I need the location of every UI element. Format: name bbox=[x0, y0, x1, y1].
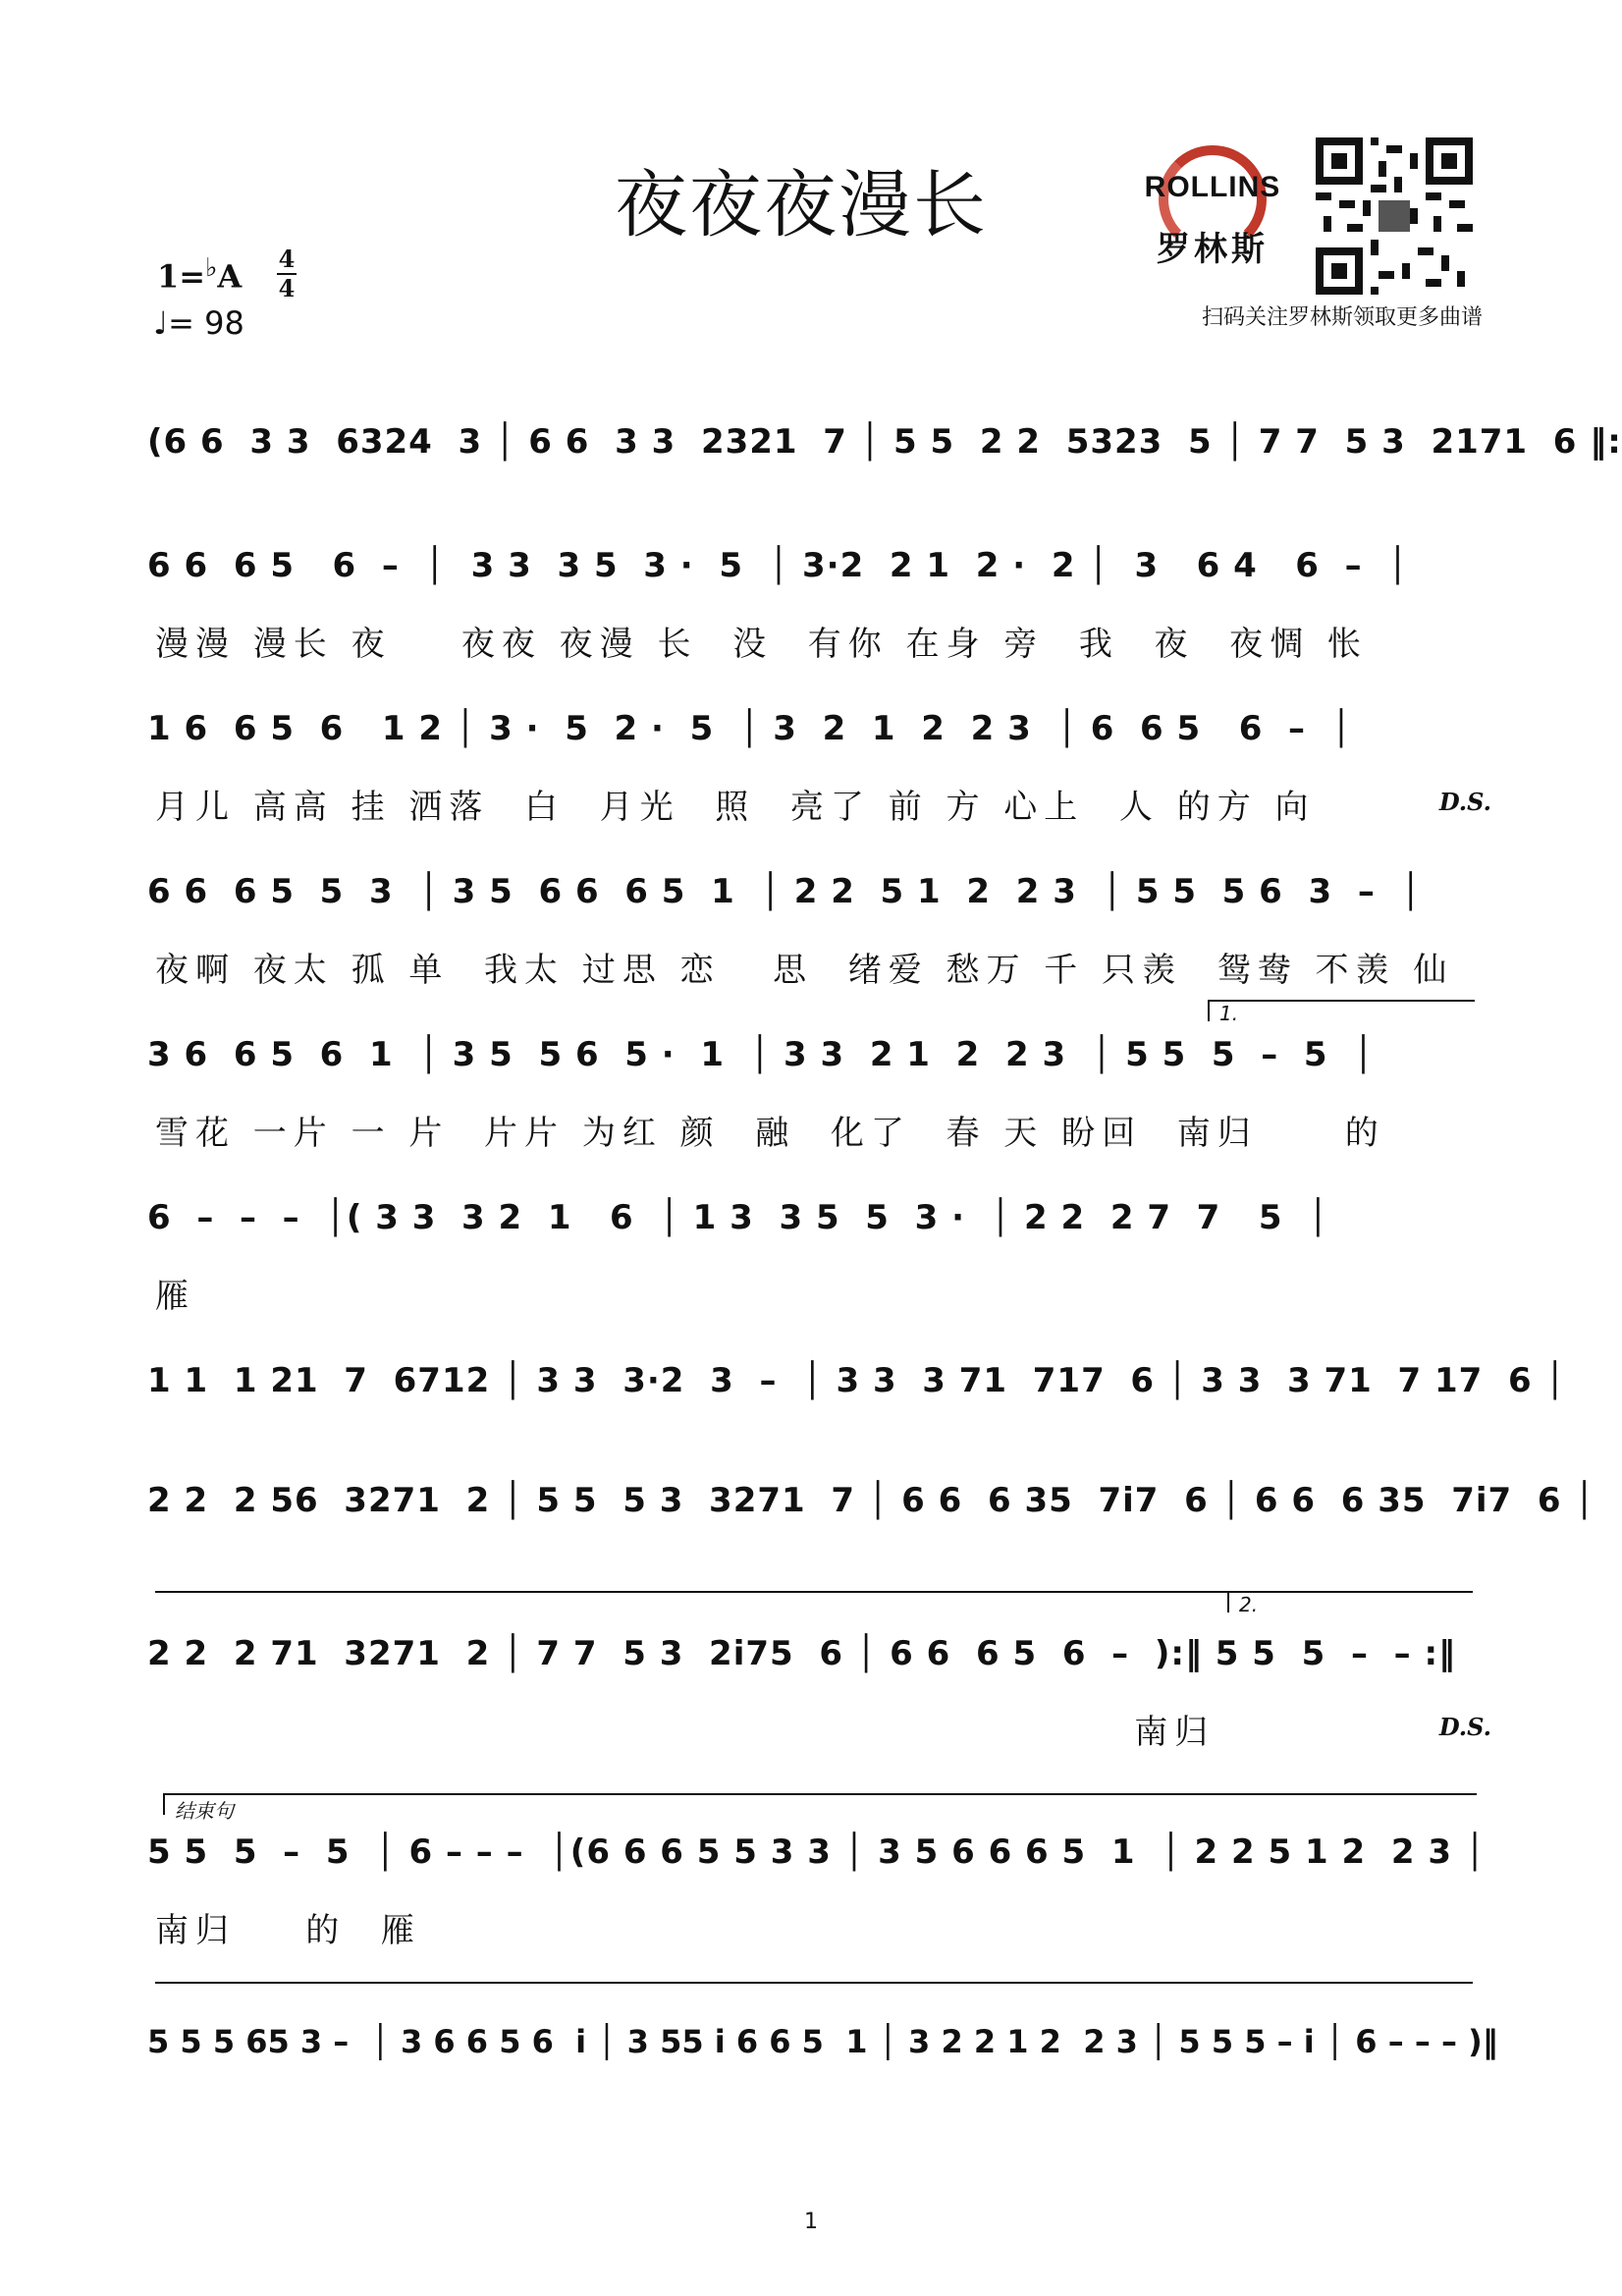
page-number: 1 bbox=[804, 2210, 818, 2234]
notation-line: 5 5 5 – 5 │ 6 – – – │(6 6 6 5 5 3 3 │ 3 5 6 6 6 5 1 │ 2 2 5 1 2 2 3 │ bbox=[147, 1832, 1487, 1872]
lyrics-line: 夜啊 夜太 孤 单 我太 过思 恋 思 绪爱 愁万 千 只羡 鸳鸯 不羡 仙 bbox=[155, 951, 1454, 990]
volta-bracket-2: 2. bbox=[1227, 1591, 1473, 1613]
coda-bracket: 结束句 bbox=[163, 1793, 1477, 1815]
slur-line bbox=[155, 1591, 1227, 1593]
notation-line: (6 6 3 3 6324 3 │ 6 6 3 3 2321 7 │ 5 5 2 2 5323 5 │ 7 7 5 3 2171 6 ‖: bbox=[147, 422, 1622, 462]
notation-line: 3 6 6 5 6 1 │ 3 5 5 6 5 · 1 │ 3 3 2 1 2 2 3 │ 5 5 5 – 5 │ bbox=[147, 1035, 1375, 1074]
qr-code-icon[interactable] bbox=[1316, 137, 1473, 295]
notation-line: 2 2 2 56 3271 2 │ 5 5 5 3 3271 7 │ 6 6 6 35 7i7 6 │ 6 6 6 35 7i7 6 │ bbox=[147, 1481, 1595, 1520]
slur-line bbox=[155, 1982, 1473, 1984]
notation-line: 2 2 2 71 3271 2 │ 7 7 5 3 2i75 6 │ 6 6 6 5 6 – ):‖ 5 5 5 – – :‖ bbox=[147, 1634, 1457, 1673]
lyrics-line: 南归 bbox=[155, 1713, 1216, 1752]
time-signature: 4 4 bbox=[278, 245, 296, 302]
qr-caption: 扫码关注罗林斯领取更多曲谱 bbox=[1201, 305, 1483, 330]
brand-name-cn: 罗林斯 bbox=[1157, 230, 1269, 269]
notation-line: 6 6 6 5 6 – │ 3 3 3 5 3 · 5 │ 3·2 2 1 2 · 2 │ 3 6 4 6 – │ bbox=[147, 546, 1409, 585]
lyrics-line: 雪花 一片 一 片 片片 为红 颜 融 化了 春 天 盼回 南归 的 bbox=[155, 1114, 1385, 1153]
song-title: 夜夜夜漫长 bbox=[615, 163, 988, 247]
lyrics-line: 南归 的 雁 bbox=[155, 1911, 421, 1950]
notation-line: 5 5 5 65 3 – │ 3 6 6 5 6 i │ 3 55 i 6 6 5 1 │ 3 2 2 1 2 2 3 │ 5 5 5 – i │ 6 – – – )‖ bbox=[147, 2023, 1498, 2060]
notation-line: 6 6 6 5 5 3 │ 3 5 6 6 6 5 1 │ 2 2 5 1 2 2 3 │ 5 5 5 6 3 – │ bbox=[147, 872, 1422, 911]
ds-marking: D.S. bbox=[1438, 1713, 1491, 1741]
lyrics-line: 月儿 高高 挂 洒落 白 月光 照 亮了 前 方 心上 人 的方 向 bbox=[155, 788, 1316, 827]
notation-line: 1 6 6 5 6 1 2 │ 3 · 5 2 · 5 │ 3 2 1 2 2 3 │ 6 6 5 6 – │ bbox=[147, 709, 1353, 748]
brand-name-en: ROLLINS bbox=[1144, 171, 1281, 203]
lyrics-line: 漫漫 漫长 夜 夜夜 夜漫 长 没 有你 在身 旁 我 夜 夜惆 怅 bbox=[155, 625, 1368, 664]
lyrics-line: 雁 bbox=[155, 1277, 195, 1316]
quarter-note-icon: ♩ bbox=[153, 304, 169, 342]
notation-line: 1 1 1 21 7 6712 │ 3 3 3·2 3 – │ 3 3 3 71 717 6 │ 3 3 3 71 7 17 6 │ bbox=[147, 1361, 1566, 1400]
notation-line: 6 – – – │( 3 3 3 2 1 6 │ 1 3 3 5 5 3 · │ 2 2 2 7 7 5 │ bbox=[147, 1198, 1329, 1237]
volta-bracket-1: 1. bbox=[1208, 1000, 1475, 1021]
key-signature: 1=♭A bbox=[157, 253, 243, 296]
tempo-marking: ♩= 98 bbox=[153, 304, 244, 342]
ds-marking: D.S. bbox=[1438, 788, 1491, 816]
